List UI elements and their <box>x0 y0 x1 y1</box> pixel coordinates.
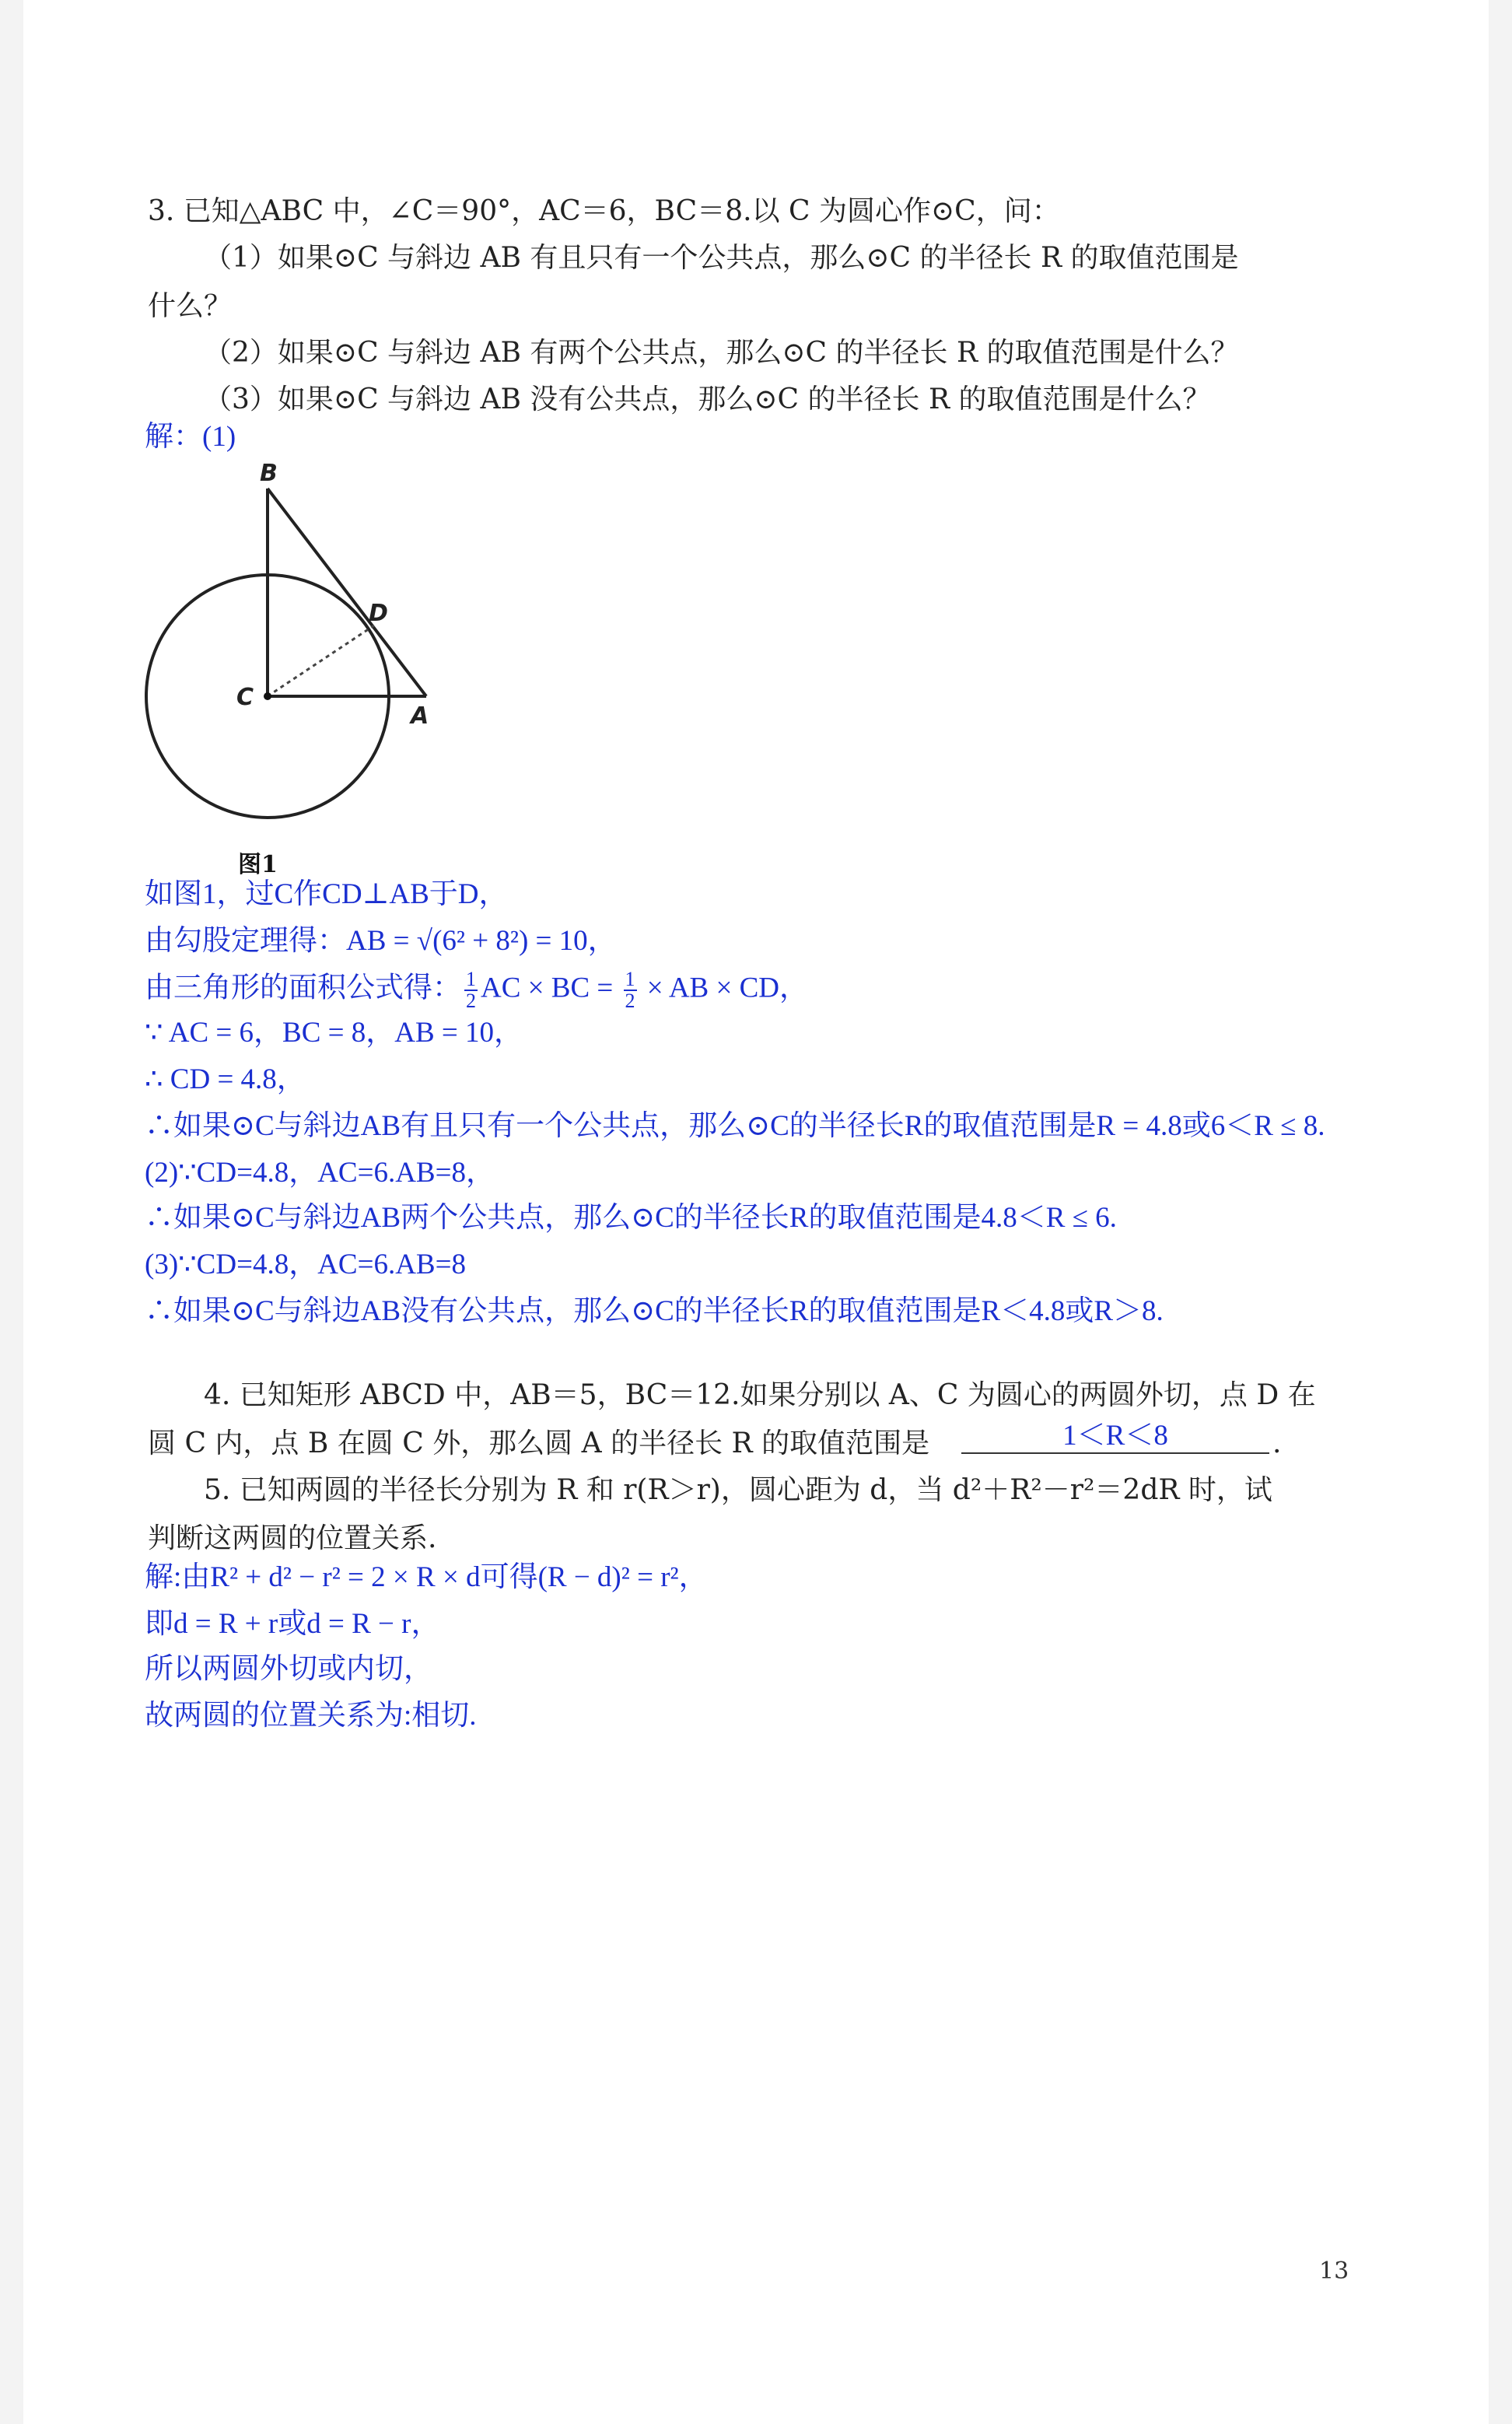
figure-1-diagram <box>145 459 440 863</box>
fraction-half-2: $\frac{1}{2}$ <box>625 968 635 1012</box>
solution-3-step-9: (3)∵CD=4.8，AC=6.AB=8 <box>145 1249 466 1280</box>
solution-3-step-3-post: × AB × CD， <box>639 972 808 1004</box>
problem-5-line1: 5. 已知两圆的半径长分别为 R 和 r(R＞r)，圆心距为 d，当 d²＋R²－r²＝2dR 时，试 <box>204 1474 1272 1506</box>
solution-5-step-4: 故两圆的位置关系为:相切. <box>145 1700 477 1732</box>
problem-4-line1: 4. 已知矩形 ABCD 中，AB＝5，BC＝12.如果分别以 A、C 为圆心的两圆外切，点 D 在 <box>204 1379 1316 1411</box>
problem-3-q3: （3）如果⊙C 与斜边 AB 没有公共点，那么⊙C 的半径长 R 的取值范围是什么？ <box>204 384 1211 415</box>
solution-3-step-7: (2)∵CD=4.8，AC=6.AB=8， <box>145 1157 495 1189</box>
solution-3-step-4: ∵ AC = 6，BC = 8，AB = 10， <box>145 1017 523 1049</box>
problem-4-line2 <box>148 1427 929 1460</box>
problem-4-line2-end: . <box>1272 1427 1282 1459</box>
solution-5-step-3: 所以两圆外切或内切， <box>145 1653 432 1685</box>
problem-5-line2: 判断这两圆的位置关系. <box>148 1522 437 1554</box>
solution-3-step-3 <box>145 969 808 1011</box>
solution-5-step-1: 解:由R² + d² − r² = 2 × R × d可得(R − d)² = r²， <box>145 1561 708 1593</box>
problem-3-q1-line2: 什么？ <box>148 290 233 322</box>
label-b: B <box>260 460 278 487</box>
fraction-half-1: $\frac{1}{2}$ <box>466 968 476 1012</box>
segment-ab <box>268 489 426 696</box>
figure-1-caption: 图1 <box>238 851 278 878</box>
solution-3-label: 解：(1) <box>145 421 236 453</box>
solution-3-step-10: ∴如果⊙C与斜边AB没有公共点，那么⊙C的半径长R的取值范围是R＜4.8或R＞8. <box>145 1295 1164 1327</box>
solution-3-step-8: ∴如果⊙C与斜边AB两个公共点，那么⊙C的半径长R的取值范围是4.8＜R ≤ 6. <box>145 1202 1117 1234</box>
label-c: C <box>236 684 254 711</box>
page-edge-right <box>1489 0 1512 2424</box>
label-a: A <box>411 702 429 730</box>
solution-5-step-2: 即d = R + r或d = R − r， <box>145 1608 440 1640</box>
page-number: 13 <box>1319 2258 1349 2285</box>
solution-3-step-5: ∴ CD = 4.8， <box>145 1063 306 1095</box>
problem-3-q1-line1: （1）如果⊙C 与斜边 AB 有且只有一个公共点，那么⊙C 的半径长 R 的取值范围是 <box>204 242 1239 274</box>
problem-4-line2-pre: 圆 C 内，点 B 在圆 C 外，那么圆 A 的半径长 R 的取值范围是 <box>148 1427 930 1459</box>
solution-3-step-3-mid: AC × BC = <box>481 972 621 1004</box>
problem-3-stem: 3. 已知△ABC 中，∠C＝90°，AC＝6，BC＝8.以 C 为圆心作⊙C，问： <box>148 195 1060 227</box>
problem-3-q2: （2）如果⊙C 与斜边 AB 有两个公共点，那么⊙C 的半径长 R 的取值范围是什么？ <box>204 337 1239 369</box>
solution-3-step-2: 由勾股定理得：AB = √(6² + 8²) = 10， <box>145 925 617 957</box>
solution-3-step-6: ∴如果⊙C与斜边AB有且只有一个公共点，那么⊙C的半径长R的取值范围是R = 4.8或6＜R ≤ 8. <box>145 1110 1325 1142</box>
point-c-dot <box>264 692 271 700</box>
label-d: D <box>369 600 388 627</box>
segment-cd <box>268 625 374 696</box>
page-edge-left <box>0 0 23 2424</box>
solution-3-step-1: 如图1，过C作CD⊥AB于D， <box>145 878 508 910</box>
solution-3-step-3-pre: 由三角形的面积公式得： <box>145 972 461 1004</box>
problem-4-answer-blank: 1＜R＜8 <box>961 1420 1269 1454</box>
